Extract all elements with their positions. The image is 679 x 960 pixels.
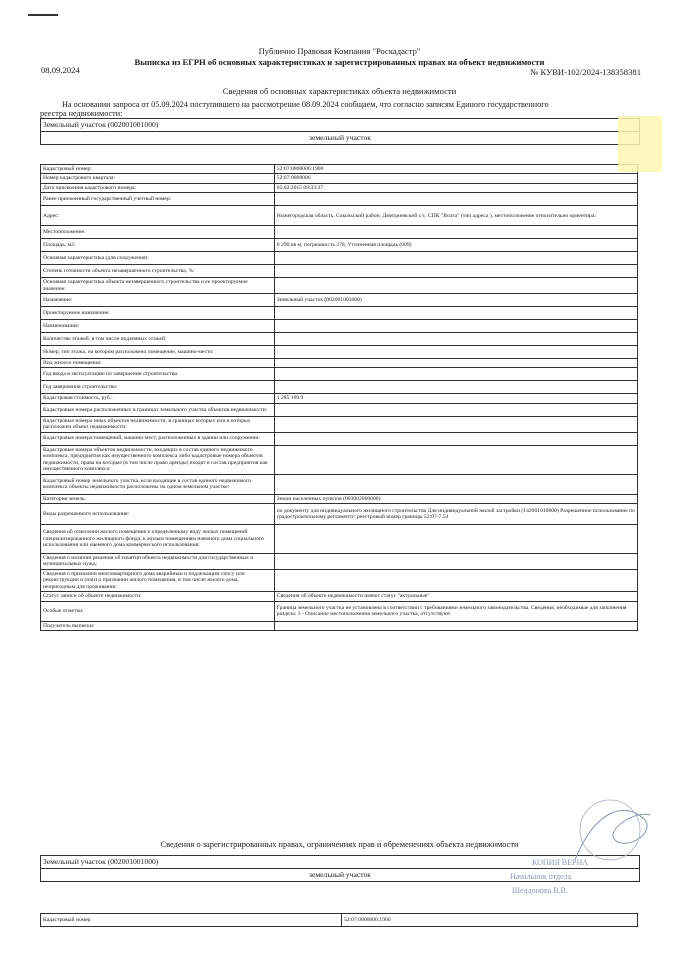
table-row [41, 165, 638, 174]
row-value [274, 193, 637, 206]
basis-text-line2: реестра недвижимости: [40, 109, 123, 118]
table-row [41, 265, 638, 278]
document-number: № КУВИ-102/2024-138358381 [530, 67, 641, 77]
table-row [41, 601, 638, 621]
document-date: 08.09.2024 [41, 65, 80, 75]
row-label: Кадастровые номера объектов недвижимости, входящих в состав единого недвижимого комплекса, предприятия как имущественного комплекса либо кадастровые номера объектов недвижимости, права на которые (в том числе право аренды) входят в состав предприятия как имущественного комплекса: [41, 445, 275, 474]
table-row [41, 239, 638, 252]
row-label: Кадастровый номер земельного участка, если входящие в состав единого недвижимого комплекса объекты недвижимости расположены на одном земельном участке: [41, 474, 275, 494]
row-label: Кадастровые номера помещений, машино-мест, расположенных в здании или сооружении: [41, 432, 275, 445]
document-title: Выписка из ЕГРН об основных характеристиках и зарегистрированных правах на объект недвижимости [134, 57, 545, 67]
row-label: Получатель выписки: [41, 621, 275, 630]
row-value [274, 252, 637, 265]
table-row [41, 193, 638, 206]
row-label: Вид жилого помещения: [41, 359, 275, 368]
object-name-row [40, 118, 640, 132]
row-value: 05.02.2015 09:33:37 [274, 183, 637, 192]
row-value [274, 416, 637, 432]
row-label: Основная характеристика объекта незавершенного строительства и ее проектируемое значение: [41, 278, 275, 294]
section2-object-type: земельный участок [309, 870, 371, 879]
row-label: Номер кадастрового квартала: [41, 174, 275, 183]
table-row [41, 554, 638, 570]
row-label: Проектируемое назначение: [41, 307, 275, 320]
row-value [274, 307, 637, 320]
row-value [274, 474, 637, 494]
sticky-note [618, 116, 662, 172]
object-type: земельный участок [309, 133, 371, 142]
table-row [41, 394, 638, 403]
row-label: Сведения о признании многоквартирного дома аварийным и подлежащим сносу или реконструкции и (или) о признании жилого помещения, в том числе жилого дома, непригодным для проживания: [41, 569, 275, 591]
row-label: Назначение: [41, 294, 275, 307]
stamp-line2: Начальник отдела [510, 872, 572, 881]
table-row [41, 333, 638, 346]
row-value: Земельный участок (002001001000) [274, 294, 637, 307]
table-row [41, 504, 638, 525]
row-label: Виды разрешенного использования: [41, 504, 275, 525]
row-label: Основная характеристика (для сооружения): [41, 252, 275, 265]
row-label: Адрес: [41, 206, 275, 226]
table-row [41, 294, 638, 307]
object-name: Земельный участок (002001001000) [43, 120, 159, 129]
row-value: по документу для индивидуального жилищного строительства Для индивидуальной жилой застройки (142001010000) Разрешенное использование по градостроительному регламенту: реестровый номер границы 52:07-7.54 [274, 504, 637, 525]
section2-object-name: Земельный участок (002001001000) [43, 857, 159, 866]
characteristics-table [40, 164, 638, 631]
row-value: Сведения об объекте недвижимости имеют статус "актуальные" [274, 592, 637, 601]
row-label: Степень готовности объекта незавершенного строительства, %: [41, 265, 275, 278]
row-value: Нижегородская область, Сокольский район, Дмитриевский с/с, СПК "Волга" (тип адреса ), местоположение относительно ориентира: [274, 206, 637, 226]
table-row [41, 445, 638, 474]
table-row [41, 403, 638, 416]
table-row [41, 381, 638, 394]
object-type-row [40, 131, 640, 145]
table-row [41, 359, 638, 368]
table-row [41, 368, 638, 381]
table-row [41, 252, 638, 265]
row-label: Дата присвоения кадастрового номера: [41, 183, 275, 192]
row-value: Граница земельного участка не установлена в соответствии с требованиями земельного законодательства. Сведения, необходимые для заполнения раздела: 3 - Описание местоположения земельного участка, отсутствуют. [274, 601, 637, 621]
row-value [274, 368, 637, 381]
row-value: 52:07:0800006:1900 [274, 165, 637, 174]
row-label: Ранее присвоенный государственный учетный номер: [41, 193, 275, 206]
row-value [274, 381, 637, 394]
section2-cad-label: Кадастровый номер: [41, 914, 342, 927]
corner-mark [28, 14, 58, 16]
row-label: Сведения об отнесении жилого помещения к определенному виду жилых помещений специализированного жилищного фонда, к жилым помещениям наемного дома социального использования или наемного дома коммерческого использования: [41, 525, 275, 554]
row-label: Наименование: [41, 320, 275, 333]
table-row [41, 432, 638, 445]
table-row [41, 174, 638, 183]
row-value: 1 285 109.9 [274, 394, 637, 403]
row-value: 52:07:0800006 [274, 174, 637, 183]
table-row [41, 525, 638, 554]
row-value [274, 525, 637, 554]
row-label: Местоположение: [41, 226, 275, 239]
row-label: Год завершения строительства: [41, 381, 275, 394]
row-value [274, 621, 637, 630]
table-row [41, 206, 638, 226]
row-label: Сведения о наличии решения об изъятии объекта недвижимости для государственных и муниципальных нужд: [41, 554, 275, 570]
row-value [274, 445, 637, 474]
stamp-scribble [555, 790, 665, 910]
section2-title: Сведения о зарегистрированных правах, ограничениях прав и обременениях объекта недвижимости [160, 840, 519, 849]
table-row [41, 278, 638, 294]
row-value [274, 265, 637, 278]
section2-cad-value: 52:07:0800006:1900 [342, 914, 638, 927]
row-label: Кадастровая стоимость, руб.: [41, 394, 275, 403]
section-title: Сведения об основных характеристиках объекта недвижимости [222, 86, 457, 96]
row-label: Категория земель: [41, 494, 275, 503]
row-label: Кадастровый номер: [41, 165, 275, 174]
table-row [41, 569, 638, 591]
table-row [41, 307, 638, 320]
row-value: Земли населенных пунктов (003002000000) [274, 494, 637, 503]
stamp-line1: КОПИЯ ВЕРНА [532, 858, 589, 867]
row-label: Количество этажей, в том числе подземных этажей: [41, 333, 275, 346]
row-value [274, 346, 637, 359]
table-row [41, 494, 638, 503]
row-value [274, 226, 637, 239]
row-value: 6 290 кв м, погрешность 278, Уточненная площадь (009) [274, 239, 637, 252]
row-label: Год ввода в эксплуатацию по завершении строительства: [41, 368, 275, 381]
row-value [274, 333, 637, 346]
row-value [274, 278, 637, 294]
table-row [41, 592, 638, 601]
row-label: Площадь, м2: [41, 239, 275, 252]
section2-cad-row [41, 914, 638, 927]
table-row [41, 320, 638, 333]
row-value [274, 403, 637, 416]
table-row [41, 474, 638, 494]
table-row [41, 621, 638, 630]
table-row [41, 416, 638, 432]
row-value [274, 569, 637, 591]
row-label: Статус записи об объекте недвижимости: [41, 592, 275, 601]
row-label: Кадастровые номера расположенных в границах земельного участка объектов недвижимости: [41, 403, 275, 416]
row-label: Особые отметки: [41, 601, 275, 621]
section2-table [40, 913, 638, 927]
row-value [274, 359, 637, 368]
row-value [274, 320, 637, 333]
row-value [274, 432, 637, 445]
row-label: Номер, тип этажа, на котором расположено помещение, машино-место: [41, 346, 275, 359]
row-value [274, 554, 637, 570]
company-name: Публично Правовая Компания "Роскадастр" [258, 46, 421, 56]
row-label: Кадастровые номера иных объектов недвижимости, в границах которых или в которых расположен объект недвижимости: [41, 416, 275, 432]
basis-text-line1: На основании запроса от 05.09.2024 поступившего на рассмотрение 08.09.2024 сообщаем, что согласно записям Единого государственного [62, 100, 549, 109]
table-row [41, 183, 638, 192]
stamp-line3: Шелдонова В.В. [512, 886, 568, 895]
table-row [41, 226, 638, 239]
table-row [41, 346, 638, 359]
